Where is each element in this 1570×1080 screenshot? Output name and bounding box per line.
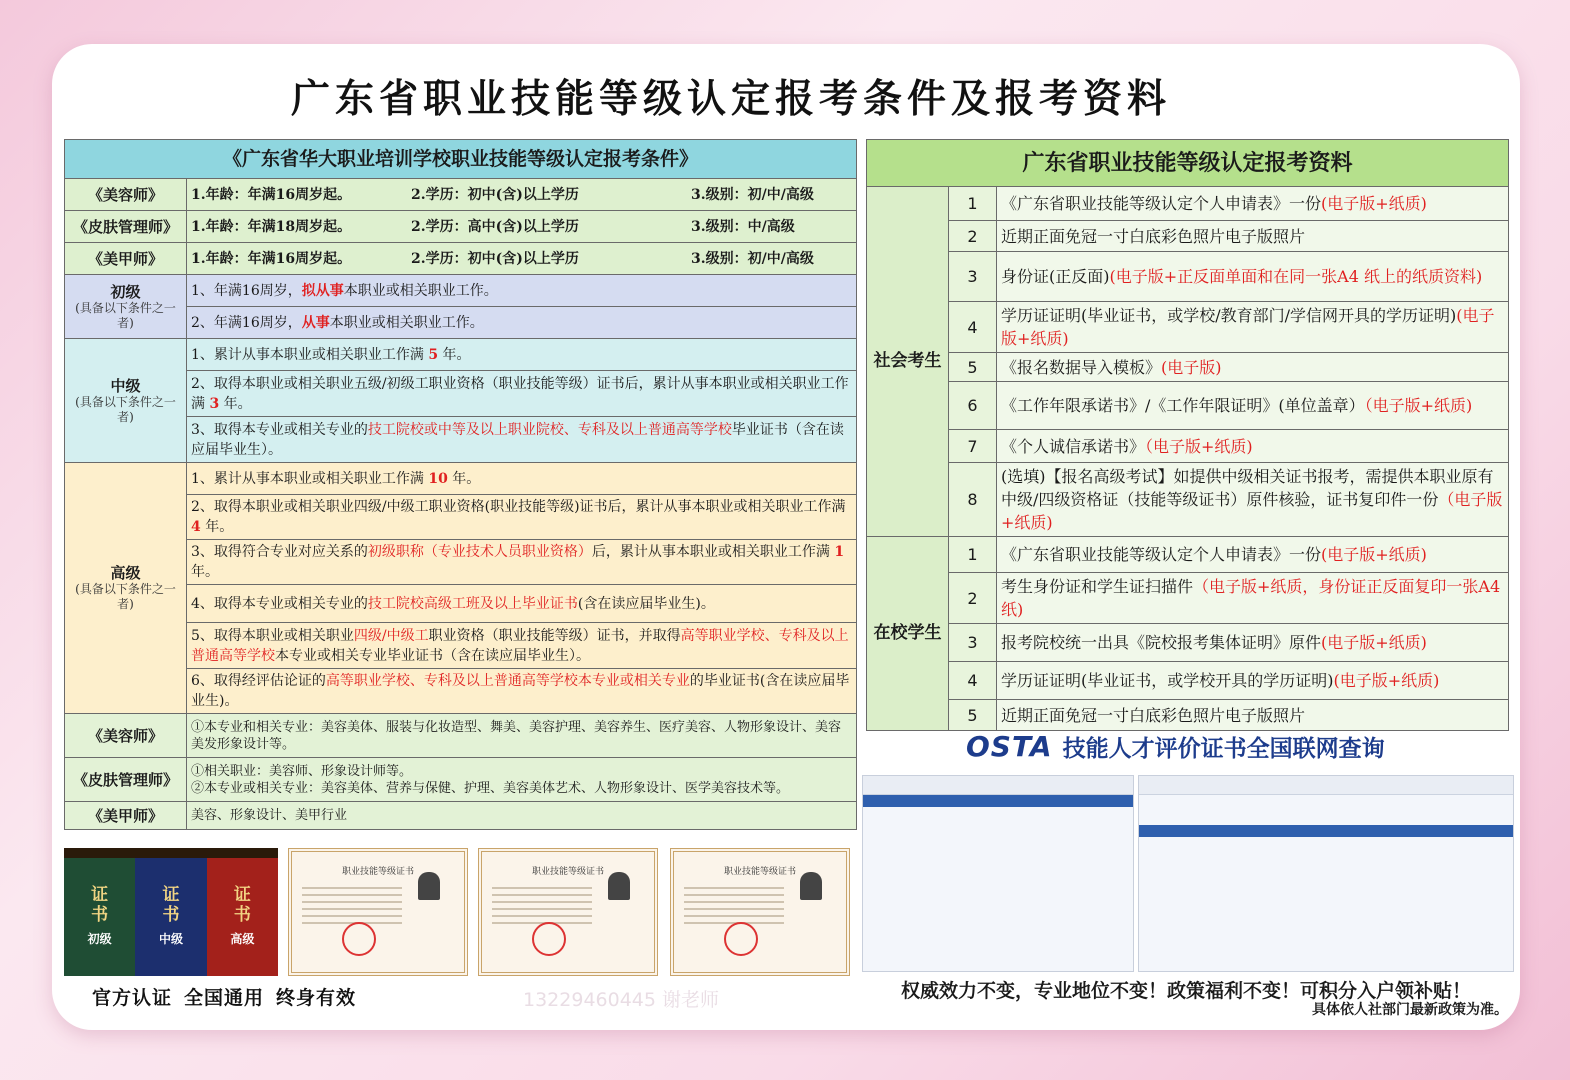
item-number: 1 bbox=[949, 187, 997, 221]
zhongji-condition-2: 2、取得本职业或相关职业五级/初级工职业资格（职业技能等级）证书后，累计从事本职业或相关职业工作满 3 年。 bbox=[187, 371, 857, 417]
requirements-header: 《广东省华大职业培训学校职业技能等级认定报考条件》 bbox=[65, 140, 857, 179]
major-label: 《美甲师》 bbox=[65, 802, 187, 830]
certificate-sample: 职业技能等级证书 bbox=[288, 848, 468, 976]
osta-logo: OSTA bbox=[966, 730, 1053, 763]
material-item: 学历证证明(毕业证书，或学校开具的学历证明)(电子版+纸质) bbox=[997, 662, 1509, 700]
chuji-condition-2: 2、年满16周岁，从事本职业或相关职业工作。 bbox=[187, 307, 857, 339]
policy-note: 具体依人社部门最新政策为准。 bbox=[1312, 1002, 1508, 1018]
material-item: 《报名数据导入模板》(电子版) bbox=[997, 353, 1509, 382]
basic-row-skin-manager bbox=[65, 211, 857, 243]
watermark: 13229460445 谢老师 bbox=[523, 989, 720, 1011]
seal-icon bbox=[342, 922, 376, 956]
slogan-right: 权威效力不变，专业地位不变！政策福利不变！可积分入户领补贴！ bbox=[900, 980, 1471, 1002]
material-item: (选填)【报名高级考试】如提供中级相关证书报考，需提供本职业原有中级/四级资格证（技能等级证书）原件核验，证书复印件一份（电子版+纸质) bbox=[997, 463, 1509, 537]
item-number: 2 bbox=[949, 221, 997, 252]
item-number: 3 bbox=[949, 252, 997, 302]
level-zhongji: 中级 (具备以下条件之一者) bbox=[65, 339, 187, 463]
item-number: 8 bbox=[949, 463, 997, 537]
basic-row-manicurist bbox=[65, 243, 857, 275]
materials-header: 广东省职业技能等级认定报考资料 bbox=[867, 140, 1509, 187]
material-item: 《广东省职业技能等级认定个人申请表》一份(电子版+纸质) bbox=[997, 187, 1509, 221]
material-item: 《个人诚信承诺书》（电子版+纸质) bbox=[997, 430, 1509, 463]
gaoji-condition-3: 3、取得符合专业对应关系的初级职称（专业技术人员职业资格）后，累计从事本职业或相关职业工作满 1 年。 bbox=[187, 540, 857, 585]
certificate-sample: 职业技能等级证书 bbox=[478, 848, 658, 976]
level-req: 3.级别：初/中/高级 bbox=[691, 186, 814, 203]
gaoji-condition-4: 4、取得本专业或相关专业的技工院校高级工班及以上毕业证书(含在读应届毕业生)。 bbox=[187, 585, 857, 623]
level-req: 3.级别：初/中/高级 bbox=[691, 250, 814, 267]
level-req: 3.级别：中/高级 bbox=[691, 218, 795, 235]
item-number: 7 bbox=[949, 430, 997, 463]
item-number: 5 bbox=[949, 353, 997, 382]
slogan-left: 官方认证 全国通用 终身有效 bbox=[92, 987, 357, 1009]
seal-icon bbox=[532, 922, 566, 956]
materials-table bbox=[866, 139, 1509, 731]
material-item: 近期正面免冠一寸白底彩色照片电子版照片 bbox=[997, 221, 1509, 252]
osta-query-title: OSTA 技能人才评价证书全国联网查询 bbox=[966, 730, 1385, 763]
group-student: 在校学生 bbox=[867, 537, 949, 731]
material-item: 学历证证明(毕业证书，或学校/教育部门/学信网开具的学历证明)(电子版+纸质) bbox=[997, 302, 1509, 353]
item-number: 5 bbox=[949, 700, 997, 731]
cover-gaoji: 证 书 高级 bbox=[207, 848, 278, 976]
basic-label: 《皮肤管理师》 bbox=[65, 211, 187, 243]
edu-req: 2.学历：初中(含)以上学历 bbox=[411, 250, 579, 267]
item-number: 3 bbox=[949, 624, 997, 662]
gaoji-condition-2: 2、取得本职业或相关职业四级/中级工职业资格(职业技能等级)证书后，累计从事本职业或相关职业工作满 4 年。 bbox=[187, 495, 857, 540]
requirements-table bbox=[64, 139, 857, 830]
major-text: ①本专业和相关专业：美容美体、服装与化妆造型、舞美、美容护理、美容养生、医疗美容、人物形象设计、美容美发形象设计等。 bbox=[187, 714, 857, 758]
zhongji-condition-1: 1、累计从事本职业或相关职业工作满 5 年。 bbox=[187, 339, 857, 371]
edu-req: 2.学历：初中(含)以上学历 bbox=[411, 186, 579, 203]
level-gaoji: 高级 (具备以下条件之一者) bbox=[65, 463, 187, 714]
material-item: 报考院校统一出具《院校报考集体证明》原件(电子版+纸质) bbox=[997, 624, 1509, 662]
cover-chuji: 证 书 初级 bbox=[64, 848, 135, 976]
query-screenshot-left bbox=[862, 775, 1134, 972]
group-social: 社会考生 bbox=[867, 187, 949, 537]
material-item: 《工作年限承诺书》/《工作年限证明》(单位盖章）（电子版+纸质) bbox=[997, 382, 1509, 430]
certificate-covers bbox=[64, 848, 278, 976]
portrait-photo bbox=[418, 872, 440, 900]
material-item: 考生身份证和学生证扫描件（电子版+纸质，身份证正反面复印一张A4 纸) bbox=[997, 573, 1509, 624]
basic-label: 《美甲师》 bbox=[65, 243, 187, 275]
gaoji-condition-5: 5、取得本职业或相关职业四级/中级工职业资格（职业技能等级）证书，并取得高等职业学校、专科及以上普通高等学校本专业或相关专业毕业证书（含在读应届毕业生）。 bbox=[187, 623, 857, 669]
chuji-condition-1: 1、年满16周岁，拟从事本职业或相关职业工作。 bbox=[187, 275, 857, 307]
material-item: 身份证(正反面)(电子版+正反面单面和在同一张A4 纸上的纸质资料) bbox=[997, 252, 1509, 302]
major-label: 《皮肤管理师》 bbox=[65, 758, 187, 802]
basic-label: 《美容师》 bbox=[65, 179, 187, 211]
cover-zhongji: 证 书 中级 bbox=[135, 848, 206, 976]
age-req: 1.年龄：年满18周岁起。 bbox=[191, 218, 352, 235]
gaoji-condition-6: 6、取得经评估论证的高等职业学校、专科及以上普通高等学校本专业或相关专业的毕业证书(含在读应届毕业生)。 bbox=[187, 669, 857, 714]
zhongji-condition-3: 3、取得本专业或相关专业的技工院校或中等及以上职业院校、专科及以上普通高等学校毕业证书（含在读应届毕业生）。 bbox=[187, 417, 857, 463]
seal-icon bbox=[724, 922, 758, 956]
edu-req: 2.学历：高中(含)以上学历 bbox=[411, 218, 579, 235]
item-number: 1 bbox=[949, 537, 997, 573]
portrait-photo bbox=[608, 872, 630, 900]
material-item: 近期正面免冠一寸白底彩色照片电子版照片 bbox=[997, 700, 1509, 731]
basic-row-beautician bbox=[65, 179, 857, 211]
portrait-photo bbox=[800, 872, 822, 900]
item-number: 2 bbox=[949, 573, 997, 624]
gaoji-condition-1: 1、累计从事本职业或相关职业工作满 10 年。 bbox=[187, 463, 857, 495]
item-number: 4 bbox=[949, 662, 997, 700]
major-text: ①相关职业：美容师、形象设计师等。 ②本专业或相关专业：美容美体、营养与保健、护理、美容美体艺术、人物形象设计、医学美容技术等。 bbox=[187, 758, 857, 802]
age-req: 1.年龄：年满16周岁起。 bbox=[191, 250, 352, 267]
certificate-sample: 职业技能等级证书 bbox=[670, 848, 850, 976]
page-title: 广东省职业技能等级认定报考条件及报考资料 bbox=[290, 77, 1171, 122]
item-number: 6 bbox=[949, 382, 997, 430]
item-number: 4 bbox=[949, 302, 997, 353]
major-text: 美容、形象设计、美甲行业 bbox=[187, 802, 857, 830]
age-req: 1.年龄：年满16周岁起。 bbox=[191, 186, 352, 203]
material-item: 《广东省职业技能等级认定个人申请表》一份(电子版+纸质) bbox=[997, 537, 1509, 573]
level-chuji: 初级 (具备以下条件之一者) bbox=[65, 275, 187, 339]
major-label: 《美容师》 bbox=[65, 714, 187, 758]
query-screenshot-right bbox=[1138, 775, 1514, 972]
